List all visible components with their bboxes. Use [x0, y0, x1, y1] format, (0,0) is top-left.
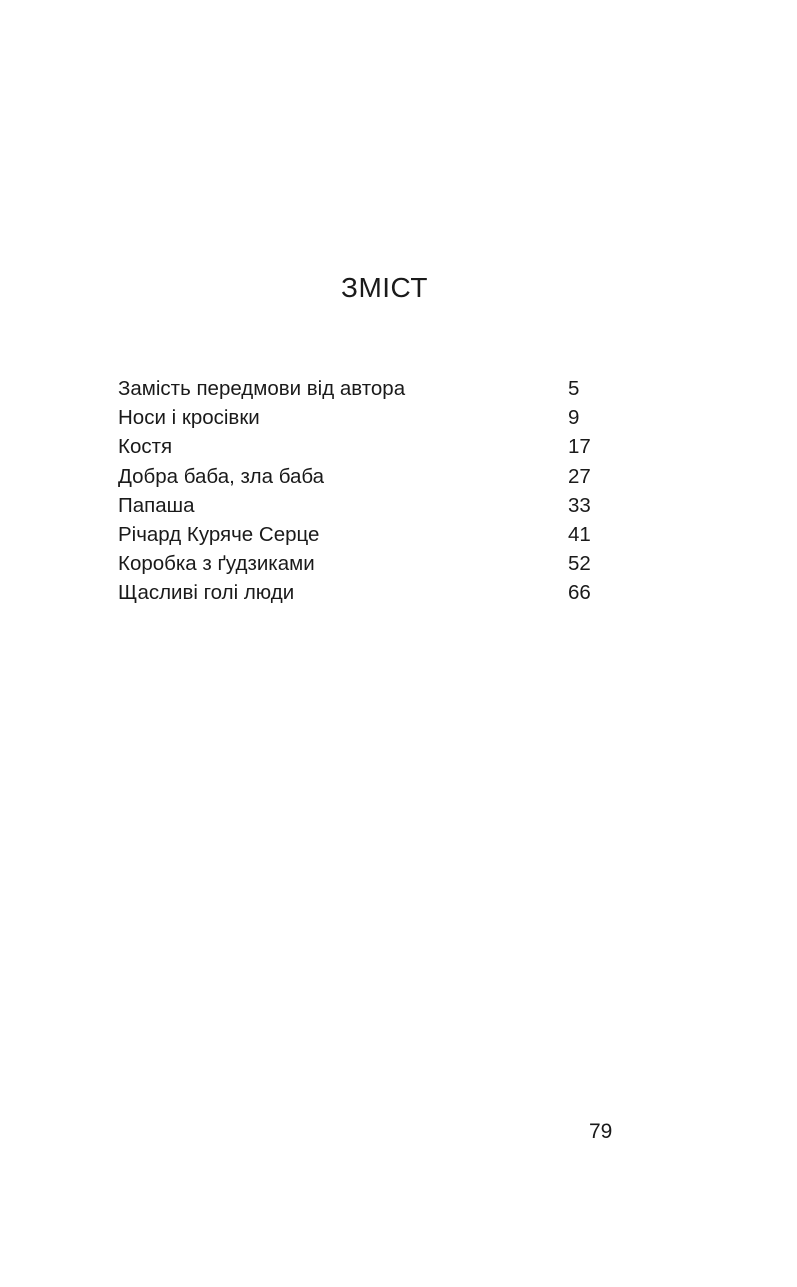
toc-entry: [118, 491, 638, 520]
toc-entry-title: Річард Куряче Серце: [118, 522, 320, 546]
toc-entry-title: Коробка з ґудзиками: [118, 552, 315, 576]
toc-entry-page: 41: [568, 522, 591, 546]
toc-entry: [118, 520, 638, 549]
toc-entry-title: Щасливі голі люди: [118, 581, 295, 605]
toc-entry: [118, 403, 638, 432]
toc-entry-title: Носи і кросівки: [118, 406, 260, 430]
toc-entry-page: 66: [568, 581, 591, 605]
toc-entry-title: Добра баба, зла баба: [118, 464, 325, 488]
toc-entry: [118, 578, 638, 607]
toc-entry: [118, 462, 638, 491]
toc-entry-page: 9: [568, 406, 580, 430]
toc-entry: [118, 374, 638, 403]
toc-entry: [118, 549, 638, 578]
toc-entry-page: 52: [568, 552, 591, 576]
table-of-contents: [118, 374, 638, 608]
toc-entry-page: 5: [568, 377, 580, 400]
toc-entry: [118, 432, 638, 461]
toc-entry-page: 17: [568, 435, 591, 459]
toc-entry-page: 27: [568, 464, 591, 488]
page-number: 79: [589, 1120, 613, 1143]
toc-entry-title: Костя: [118, 435, 173, 459]
toc-entry-page: 33: [568, 493, 591, 517]
page-title: ЗМІСТ: [341, 272, 428, 303]
toc-entry-title: Замість передмови від автора: [118, 377, 406, 400]
toc-entry-title: Папаша: [118, 493, 195, 517]
